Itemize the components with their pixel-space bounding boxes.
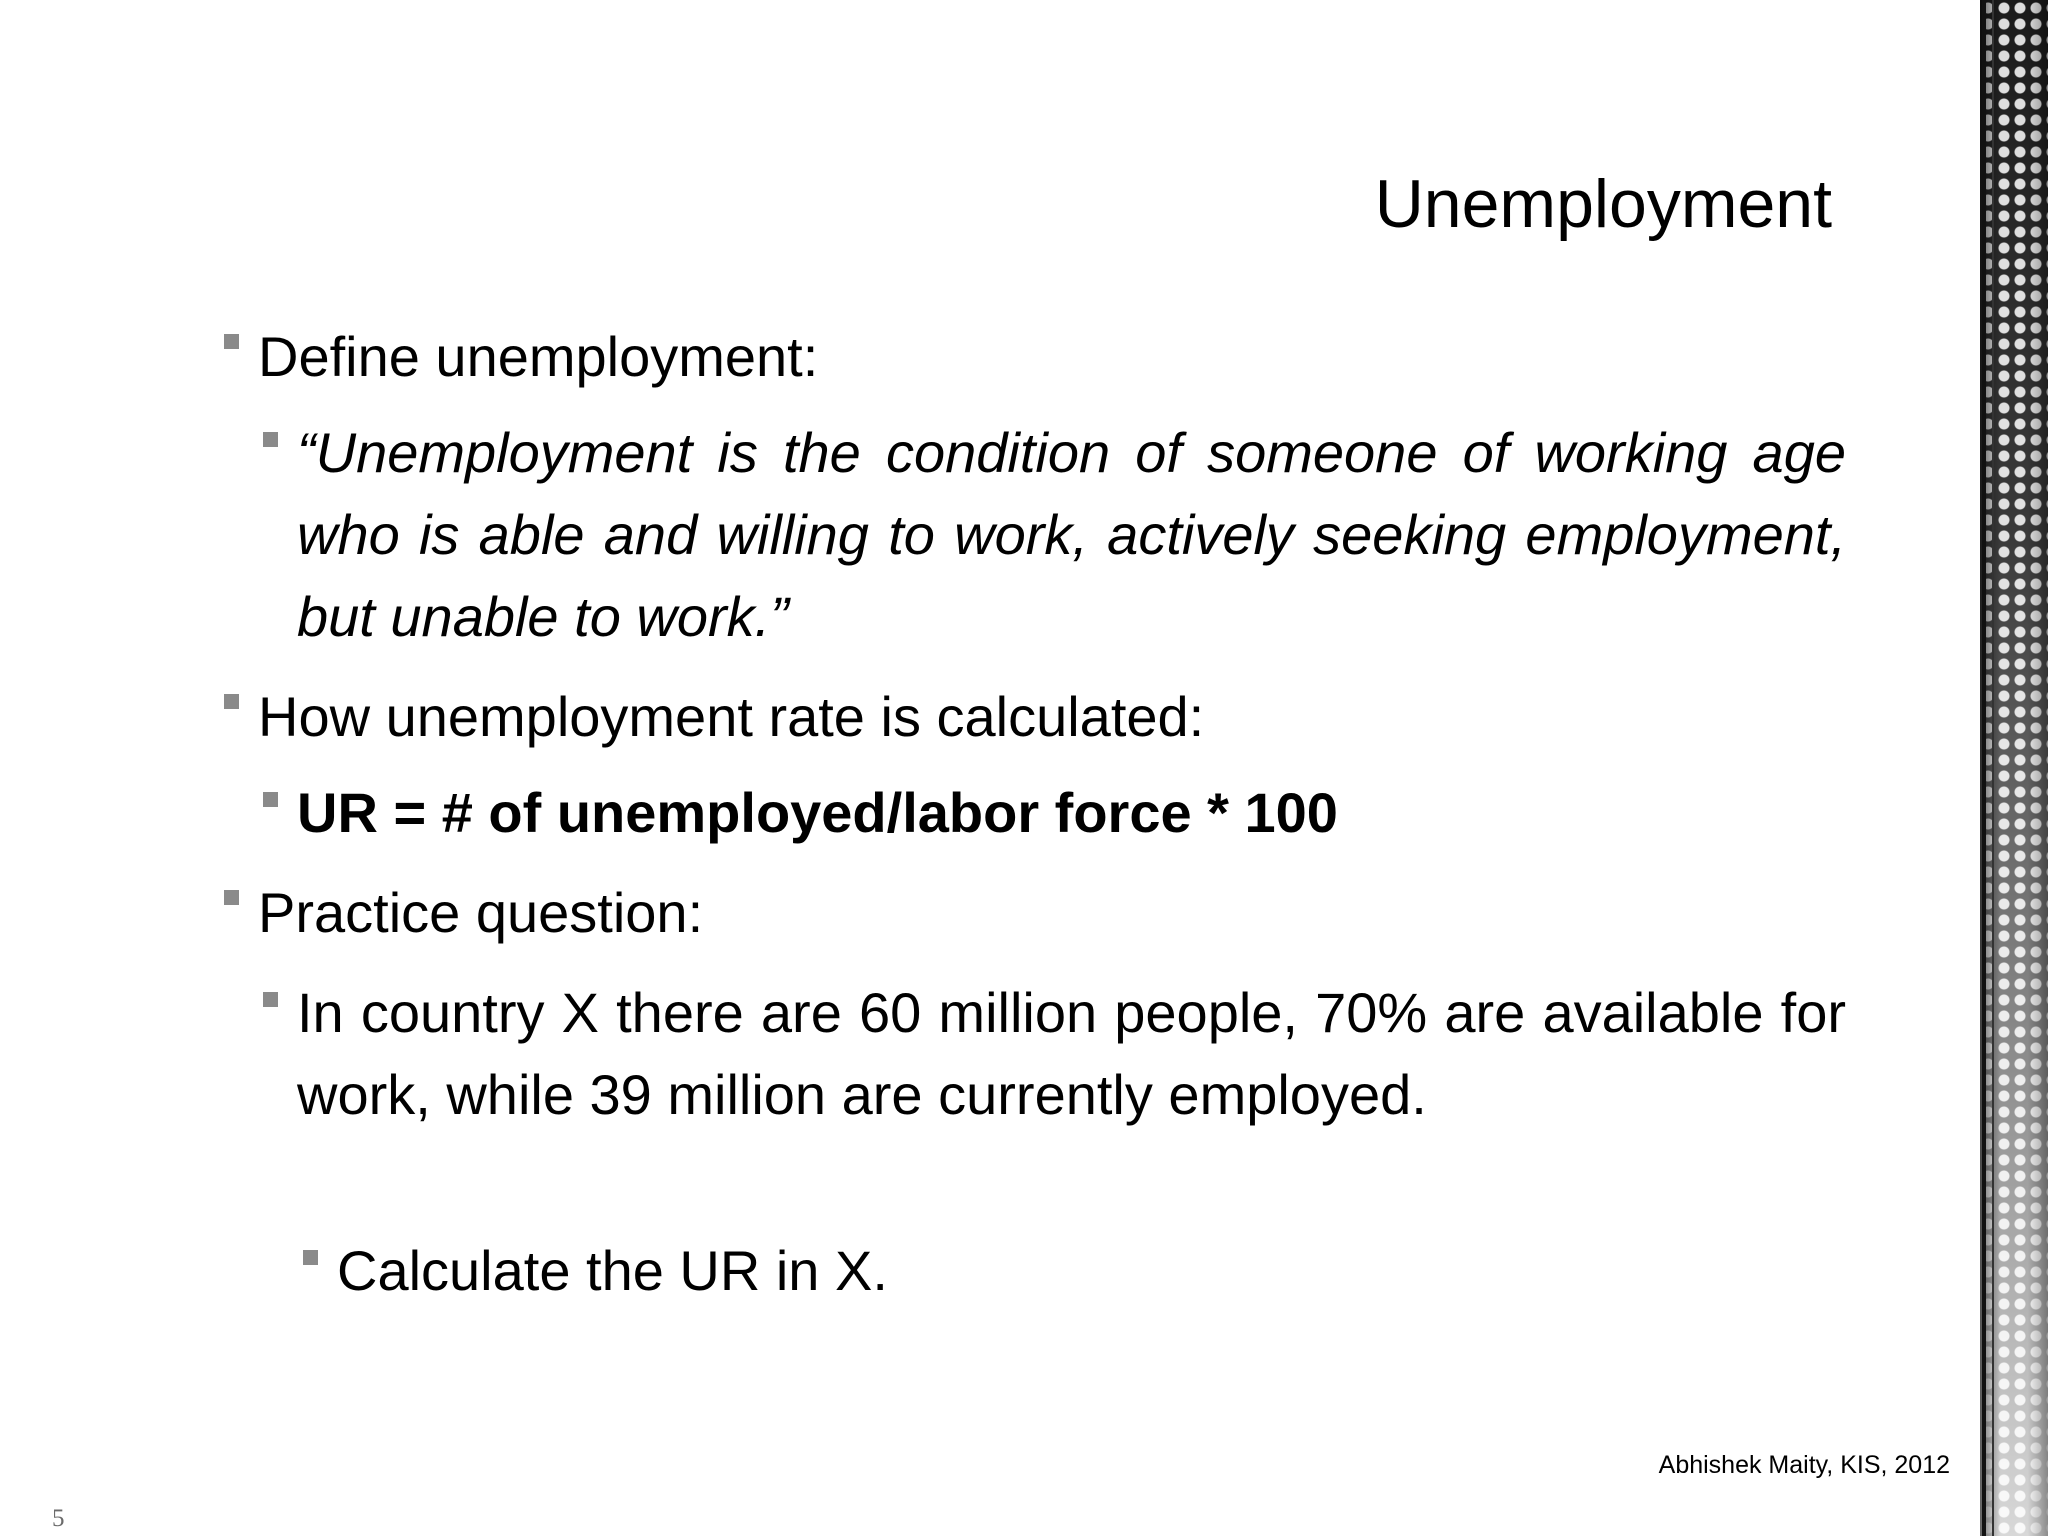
author-credit: Abhishek Maity, KIS, 2012 xyxy=(1658,1451,1950,1479)
square-bullet-icon xyxy=(263,992,278,1007)
bullet-formula xyxy=(263,772,1846,854)
bullet-define-unemployment xyxy=(224,318,818,396)
bullet-rate-calculation xyxy=(224,678,1204,756)
decorative-rule xyxy=(1982,0,1986,1536)
bullet-definition-quote xyxy=(263,412,1846,658)
square-bullet-icon xyxy=(263,432,278,447)
bullet-practice-question xyxy=(224,874,703,952)
formula-text: UR = # of unemployed/labor force * 100 xyxy=(297,781,1338,844)
bullet-text: Define unemployment: xyxy=(258,325,819,388)
decorative-rule xyxy=(1992,0,1994,1536)
bullet-text: How unemployment rate is calculated: xyxy=(258,685,1205,748)
bullet-question-body xyxy=(263,972,1846,1136)
square-bullet-icon xyxy=(263,792,278,807)
bullet-text: “Unemployment is the condition of someone of working age who is able and willing to work, actively seeking employment, but unable to work.” xyxy=(297,421,1846,648)
bullet-text: Practice question: xyxy=(258,881,704,944)
square-bullet-icon xyxy=(224,694,239,709)
square-bullet-icon xyxy=(224,890,239,905)
bullet-text: Calculate the UR in X. xyxy=(337,1239,888,1302)
decorative-side-strip xyxy=(1980,0,2048,1536)
page-number: 5 xyxy=(52,1505,65,1532)
bullet-text: In country X there are 60 million people, 70% are available for work, while 39 million are currently employed. xyxy=(297,981,1846,1126)
bullet-calculate-ur xyxy=(303,1232,888,1310)
square-bullet-icon xyxy=(303,1250,318,1265)
square-bullet-icon xyxy=(224,334,239,349)
slide-title: Unemployment xyxy=(1374,166,1832,242)
